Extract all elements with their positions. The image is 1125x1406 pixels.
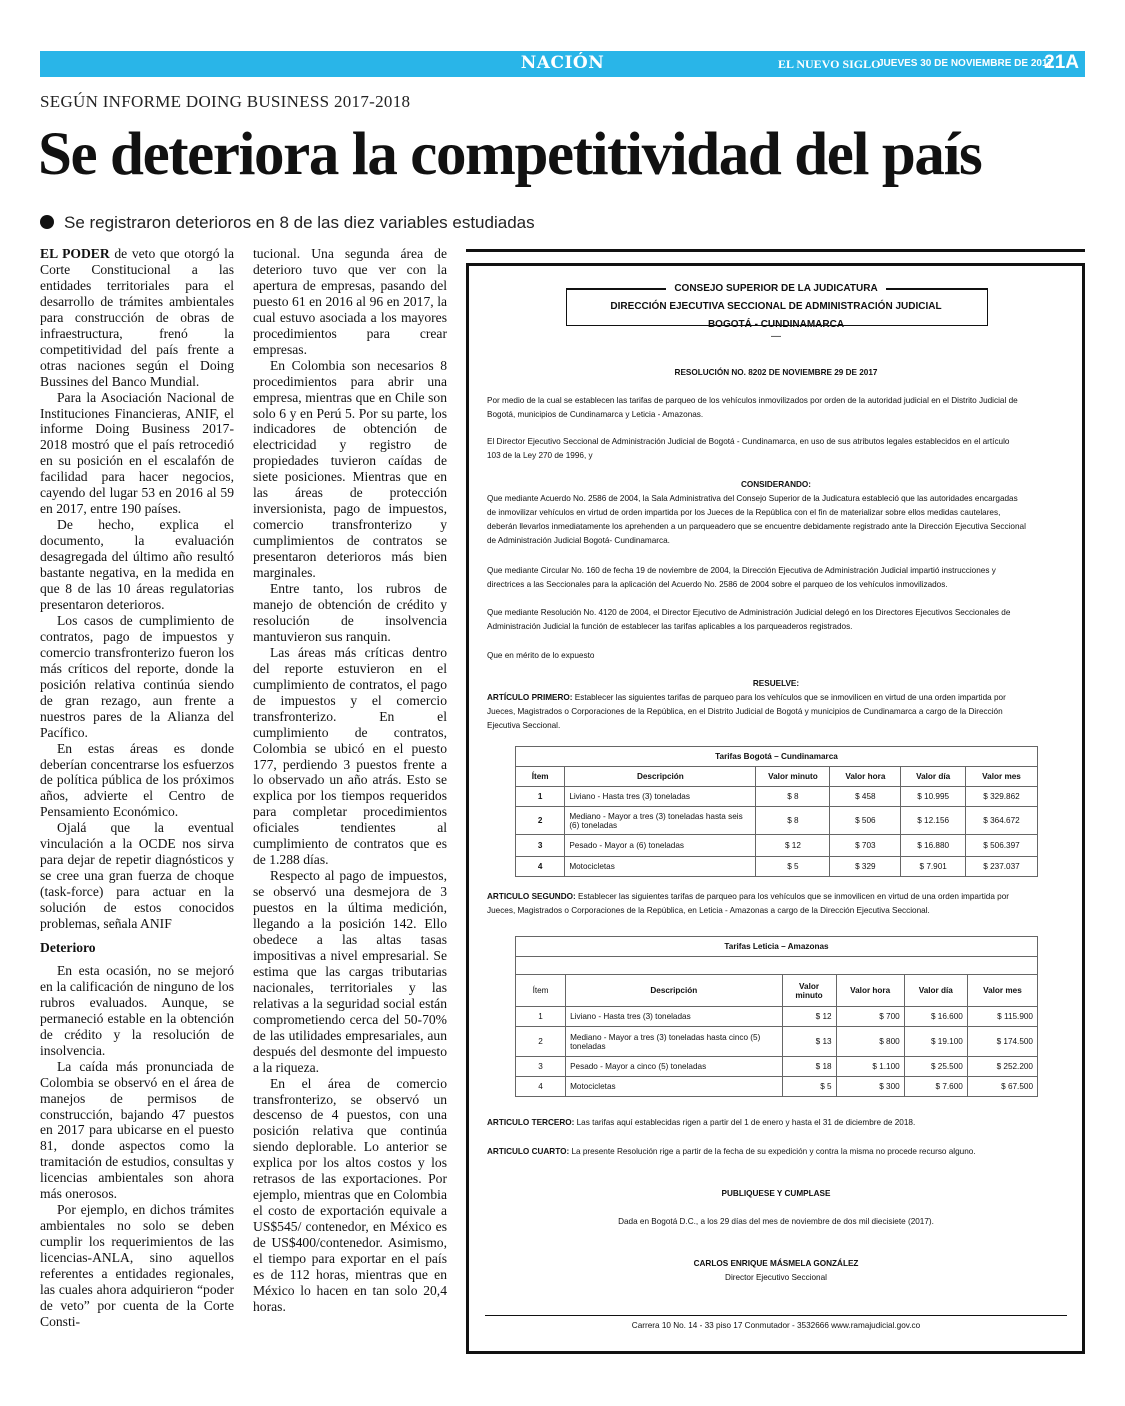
column-header: Valor minuto <box>756 767 830 787</box>
table-cell: $ 7.600 <box>904 1077 967 1097</box>
notice-text: Establecer las siguientes tarifas de parqueo para los vehículos que se inmovilicen en virtud de una orden impartida por <box>572 693 1006 702</box>
table-cell: 1 <box>516 787 565 807</box>
column-header: Ítem <box>516 975 566 1007</box>
article-paragraph: Ojalá que la eventual vinculación a la OCDE nos sirva para dejar de repetir diagnósticos y se cree una gran fuerza de choque (task-force) para actuar en la solución de estos conocidos problemas, señala ANIF <box>40 820 234 932</box>
table-cell: $ 8 <box>756 807 830 835</box>
subheadline-text: Se registraron deterioros en 8 de las diez variables estudiadas <box>64 213 535 232</box>
page-header-bar <box>40 51 1085 77</box>
notice-footer: Carrera 10 No. 14 - 33 piso 17 Conmutador - 3532666 www.ramajudicial.gov.co <box>631 1321 921 1330</box>
notice-text: Que mediante Circular No. 160 de fecha 19 de noviembre de 2004, la Dirección Ejecutiva de Administración Judicial impartió instrucciones y <box>487 566 996 575</box>
issue-date: JUEVES 30 DE NOVIEMBRE DE 2017 <box>878 58 1054 69</box>
table-cell: Mediano - Mayor a tres (3) toneladas hasta cinco (5) toneladas <box>566 1027 782 1057</box>
notice-text: Que en mérito de lo expuesto <box>487 651 595 660</box>
table-cell: 3 <box>516 1057 566 1077</box>
article-paragraph: La caída más pronunciada de Colombia se observó en el área de manejos de permisos de construcción, bajando 47 puestos en 2017 para ubicarse en el puesto 81, donde aspectos como la tramitación de estudios, consultas y licencias ambientales son ahora más onerosos. <box>40 1058 234 1202</box>
article-kicker: SEGÚN INFORME DOING BUSINESS 2017-2018 <box>40 92 411 111</box>
article-column-2 <box>253 246 447 1315</box>
article-paragraph: En estas áreas es donde deberían concentrarse los esfuerzos de política pública de los próximos años, advierte el Centro de Pensamiento Económico. <box>40 740 234 820</box>
table-cell: Pesado - Mayor a (6) toneladas <box>565 835 756 857</box>
column-header: Valor día <box>901 767 966 787</box>
notice-text <box>487 1118 915 1127</box>
table-cell: $ 506 <box>830 807 901 835</box>
article-paragraph: Por ejemplo, en dichos trámites ambientales no solo se deben cumplir los requerimientos de las licencias-ANLA, sino aquellos referentes a entidades regionales, las cuales ahora adquirieron “poder de veto” por cuenta de la Corte Consti- <box>40 1202 234 1329</box>
article-paragraph: Las áreas más críticas dentro del reporte estuvieron en el cumplimiento de contratos, el pago de impuestos y el comercio transfronterizo. En el cumplimiento de contratos, Colombia se ubicó en el puesto 177, perdiendo 3 puestos frente a lo observado un año atrás. Esto se explica por los tiempos requeridos para completar procedimientos oficiales tendientes al cumplimiento de contratos que es de 1.288 días. <box>253 644 447 868</box>
signer-title: Director Ejecutivo Seccional <box>725 1273 827 1282</box>
table-cell: $ 19.100 <box>904 1027 967 1057</box>
table-row <box>516 1027 1038 1057</box>
bullet-icon <box>40 215 54 229</box>
table-row <box>516 1007 1038 1027</box>
table-row <box>516 1077 1038 1097</box>
article-column-1 <box>40 246 234 1330</box>
table-cell: $ 13 <box>782 1027 836 1057</box>
lead-words: EL PODER <box>40 246 110 261</box>
table-cell: 1 <box>516 1007 566 1027</box>
notice-text: Administración Judicial la función de establecer las tarifas aplicables a los parqueaderos registrados. <box>487 622 853 631</box>
table-cell: $ 16.880 <box>901 835 966 857</box>
resolution-title: RESOLUCIÓN NO. 8202 DE NOVIEMBRE 29 DE 2017 <box>674 368 878 377</box>
table-cell: $ 12 <box>756 835 830 857</box>
table-cell: $ 18 <box>782 1057 836 1077</box>
table-cell: $ 12.156 <box>901 807 966 835</box>
article-paragraph: Para la Asociación Nacional de Instituciones Financieras, ANIF, el informe Doing Business 2017-2018 mostró que el país retrocedió en su posición en el escalafón de facilidad para hacer negocios, cayendo del lugar 53 en 2016 al 59 en 2017, entre 190 países. <box>40 389 234 517</box>
table-cell: $ 12 <box>782 1007 836 1027</box>
page-number: 21A <box>1044 52 1079 73</box>
notice-text: El Director Ejecutivo Seccional de Administración Judicial de Bogotá - Cundinamarca, en uso de sus atributos legales establecidos en el artículo <box>487 437 1010 446</box>
notice-text: Por medio de la cual se establecen las tarifas de parqueo de los vehículos inmovilizados por orden de la autoridad judicial en el Distrito Judicial de <box>487 396 1018 405</box>
column-header: Valor minuto <box>782 975 836 1007</box>
table-cell: $ 329 <box>830 857 901 877</box>
notice-text: deberán llevarlos inmediatamente los aprehenden a un parqueadero que se encuentre debidamente registrado ante la Dirección Ejecutiva Seccional <box>487 522 1026 531</box>
resuelve-heading: RESUELVE: <box>752 679 800 688</box>
table-title: Tarifas Bogotá – Cundinamarca <box>516 747 1038 767</box>
table-row <box>516 835 1038 857</box>
table-cell: $ 115.900 <box>967 1007 1037 1027</box>
column-header: Descripción <box>566 975 782 1007</box>
divider-rule <box>466 249 1085 252</box>
column-header: Valor día <box>904 975 967 1007</box>
article-paragraph: De hecho, explica el documento, la evaluación desagregada del último año resultó bastante negativa, en la medida en que 8 de las 10 áreas regulatorias presentaron deterioros. <box>40 517 234 612</box>
table-cell: Mediano - Mayor a tres (3) toneladas hasta seis (6) toneladas <box>565 807 756 835</box>
column-header: Ítem <box>516 767 565 787</box>
notice-text <box>487 892 1009 901</box>
divider-rule <box>485 1315 1067 1316</box>
table-cell: Liviano - Hasta tres (3) toneladas <box>566 1007 782 1027</box>
table-cell: 4 <box>516 1077 566 1097</box>
column-header: Valor hora <box>836 975 904 1007</box>
notice-text: Que mediante Resolución No. 4120 de 2004, el Director Ejecutivo de Administración Judicial delegó en los Directores Ejecutivos Seccionales de <box>487 608 1011 617</box>
article-paragraph: En el área de comercio transfronterizo, se observó un descenso de 4 puestos, con una posición relativa que continúa siendo deplorable. Lo anterior se explica por los altos costos y los retrasos de las exportaciones. Por ejemplo, mientras que en Colombia el costo de exportación equivale a US$545/ contenedor, en México es de US$400/contenedor. Asimismo, el tiempo para exportar en el país es de 112 horas, mientras que en México lo hacen en tan solo 20,4 horas. <box>253 1075 447 1314</box>
table-cell: Pesado - Mayor a cinco (5) toneladas <box>566 1057 782 1077</box>
notice-text: Jueces, Magistrados o Corporaciones de la República, en el Distrito Judicial de Bogotá y municipios de Cundinamarca a cargo de la Dirección <box>487 707 1003 716</box>
table-cell: Motocicletas <box>565 857 756 877</box>
table-cell: $ 25.500 <box>904 1057 967 1077</box>
table-cell: $ 5 <box>782 1077 836 1097</box>
table-row <box>516 807 1038 835</box>
notice-text: directrices a las Seccionales para la aplicación del Acuerdo No. 2586 de 2004 sobre el parqueo de los vehículos inmovilizados. <box>487 580 948 589</box>
notice-text: Bogotá, municipios de Cundinamarca y Leticia - Amazonas. <box>487 410 704 419</box>
table-row <box>516 787 1038 807</box>
tariff-table-bogota <box>515 746 1038 877</box>
column-header: Valor mes <box>966 767 1038 787</box>
signer-name: CARLOS ENRIQUE MÁSMELA GONZÁLEZ <box>693 1259 859 1268</box>
notice-text: Establecer las siguientes tarifas de parqueo para los vehículos que se inmovilicen en virtud de una orden impartida por <box>575 892 1009 901</box>
article-paragraph: En Colombia son necesarios 8 procedimientos para abrir una empresa, mientras que en Chile son solo 6 y en Perú 5. Por su parte, los indicadores de obtención de electricidad y registro de propiedades tuvieron caídas de siete posiciones. Mientras que en las áreas de protección inversionista, pago de impuestos, comercio transfronterizo y cumplimientos de contratos se presentaron deterioros más bien marginales. <box>253 357 447 581</box>
table-cell: $ 506.397 <box>966 835 1038 857</box>
notice-org-2: DIRECCIÓN EJECUTIVA SECCIONAL DE ADMINISTRACIÓN JUDICIAL <box>610 301 942 312</box>
considerando-heading: CONSIDERANDO: <box>740 480 812 489</box>
notice-dash: — <box>771 331 781 342</box>
table-cell: $ 1.100 <box>836 1057 904 1077</box>
notice-text: Que mediante Acuerdo No. 2586 de 2004, la Sala Administrativa del Consejo Superior de la Judicatura estableció que las autoridades encargadas <box>487 494 1018 503</box>
table-cell: $ 252.200 <box>967 1057 1037 1077</box>
table-cell: $ 8 <box>756 787 830 807</box>
table-cell: $ 800 <box>836 1027 904 1057</box>
notice-text: La presente Resolución rige a partir de la fecha de su expedición y contra la misma no procede recurso alguno. <box>569 1147 976 1156</box>
table-cell: $ 300 <box>836 1077 904 1097</box>
article-subhead: Deterioro <box>40 939 96 955</box>
article-label: ARTICULO SEGUNDO: <box>487 892 576 901</box>
table-cell: $ 5 <box>756 857 830 877</box>
article-paragraph <box>40 246 234 390</box>
article-paragraph: En esta ocasión, no se mejoró en la calificación de ninguno de los rubros evaluados. Aunque, se permaneció estable en la obtención de crédito y la resolución de insolvencia. <box>40 962 234 1058</box>
table-cell: 4 <box>516 857 565 877</box>
notice-text <box>487 693 1006 702</box>
column-header: Valor mes <box>967 975 1037 1007</box>
column-header: Valor hora <box>830 767 901 787</box>
table-cell: 3 <box>516 835 565 857</box>
table-spacer-row <box>516 957 1038 975</box>
table-cell: $ 703 <box>830 835 901 857</box>
table-cell: $ 67.500 <box>967 1077 1037 1097</box>
article-label: ARTICULO CUARTO: <box>487 1147 570 1156</box>
notice-org-1: CONSEJO SUPERIOR DE LA JUDICATURA <box>674 283 878 294</box>
notice-text: Ejecutiva Seccional. <box>487 721 561 730</box>
table-cell: $ 16.600 <box>904 1007 967 1027</box>
publiquese-heading: PUBLIQUESE Y CUMPLASE <box>721 1189 831 1198</box>
notice-text: Las tarifas aquí establecidas rigen a partir del 1 de enero y hasta el 31 de diciembre de 2018. <box>574 1118 916 1127</box>
notice-text: Dada en Bogotá D.C., a los 29 días del mes de noviembre de dos mil diecisiete (2017). <box>618 1217 934 1226</box>
table-cell: Motocicletas <box>566 1077 782 1097</box>
article-label: ARTICULO TERCERO: <box>487 1118 575 1127</box>
table-cell: $ 10.995 <box>901 787 966 807</box>
newspaper-name: EL NUEVO SIGLO <box>778 57 881 71</box>
article-paragraph: tucional. Una segunda área de deterioro tuvo que ver con la apertura de empresas, pasando del puesto 61 en 2016 al 96 en 2017, la cual estuvo asociada a los mayores procedimientos para crear empresas. <box>253 246 447 357</box>
table-row <box>516 1057 1038 1077</box>
table-row <box>516 857 1038 877</box>
table-cell: $ 174.500 <box>967 1027 1037 1057</box>
article-paragraph: Respecto al pago de impuestos, se observó una desmejora de 3 puestos en la última medición, llegando a la posición 142. Ello obedece a las altas tasas impositivas a nivel empresarial. Se estima que las cargas tributarias nacionales, territoriales y las relativas a la seguridad social están comprometiendo cerca del 50-70% de las utilidades empresariales, aun después del desmonte del impuesto a la riqueza. <box>253 868 447 1075</box>
tariff-table-leticia <box>515 936 1038 1097</box>
article-headline: Se deteriora la competitividad del país <box>38 121 982 188</box>
article-label: ARTÍCULO PRIMERO: <box>487 693 573 702</box>
notice-text: Jueces, Magistrados o Corporaciones de la República, en Leticia - Amazonas a cargo de la Dirección Ejecutiva Seccional. <box>487 906 930 915</box>
notice-text: 103 de la Ley 270 de 1996, y <box>487 451 593 460</box>
notice-text: de inmovilizar vehículos en virtud de orden impartida por los Jueces de la República con el fin de materializar sobre ellos medidas cautelares, <box>487 508 1001 517</box>
article-paragraph: Entre tanto, los rubros de manejo de obtención de crédito y resolución de insolvencia mantuvieron sus ranquin. <box>253 581 447 644</box>
notice-text <box>487 1147 976 1156</box>
column-header: Descripción <box>565 767 756 787</box>
table-cell: Liviano - Hasta tres (3) toneladas <box>565 787 756 807</box>
article-paragraph: Los casos de cumplimiento de contratos, pago de impuestos y comercio transfronterizo fueron los más críticos del reporte, donde la posición relativa continúa siendo de gran rezago, aun frente a nuestros pares de la Alianza del Pacífico. <box>40 612 234 740</box>
table-cell: 2 <box>516 1027 566 1057</box>
notice-text: de Administración Judicial Bogotá- Cundinamarca. <box>487 536 670 545</box>
article-subheadline <box>40 213 535 233</box>
paragraph-text: de veto que otorgó la Corte Constitucional a las entidades territoriales para el desarrollo de trámites ambientales para construcción de obras de infraestructura, frenó la competitividad del país frente a otras naciones según el Doing Bussines del Banco Mundial. <box>40 246 234 389</box>
table-cell: $ 329.862 <box>966 787 1038 807</box>
section-name: NACIÓN <box>520 53 605 73</box>
notice-org-3: BOGOTÁ - CUNDINAMARCA <box>707 319 845 330</box>
table-cell: $ 7.901 <box>901 857 966 877</box>
table-title: Tarifas Leticia – Amazonas <box>516 937 1038 957</box>
table-cell: $ 237.037 <box>966 857 1038 877</box>
table-cell: $ 458 <box>830 787 901 807</box>
table-cell: $ 364.672 <box>966 807 1038 835</box>
table-cell: $ 700 <box>836 1007 904 1027</box>
table-cell: 2 <box>516 807 565 835</box>
